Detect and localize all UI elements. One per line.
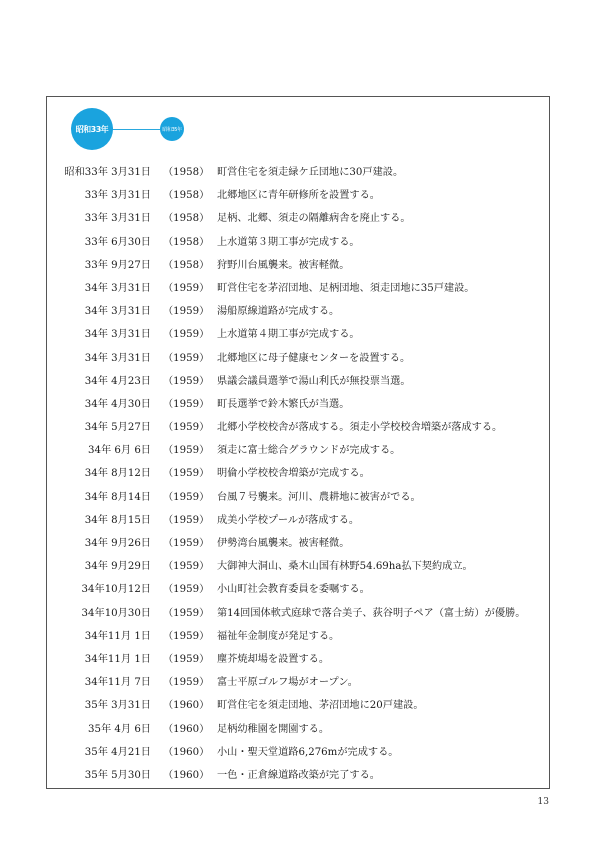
entry-year: （1959） bbox=[163, 329, 210, 341]
chronology-row bbox=[0, 766, 595, 789]
entry-date: 昭和33年 3月31日 bbox=[64, 167, 151, 178]
chronology-row bbox=[0, 557, 595, 580]
entry-date: 35年 4月21日 bbox=[84, 746, 151, 758]
chronology-row bbox=[0, 256, 595, 279]
entry-year: （1959） bbox=[163, 398, 210, 410]
entry-year: （1959） bbox=[163, 584, 210, 596]
chronology-row bbox=[0, 534, 595, 557]
entry-year: （1958） bbox=[163, 259, 210, 271]
entry-year: （1959） bbox=[163, 630, 210, 642]
entry-year: （1959） bbox=[163, 491, 210, 503]
chronology-row bbox=[0, 302, 595, 325]
entry-date: 34年 8月12日 bbox=[84, 468, 151, 480]
entry-date: 34年 6月 6日 bbox=[88, 445, 151, 457]
chronology-row bbox=[0, 464, 595, 487]
era-badge-next-label: 昭和35年 bbox=[162, 126, 182, 133]
entry-event: 湯船原線道路が完成する。 bbox=[217, 306, 340, 318]
entry-event: 北郷小学校校舎が落成する。須走小学校校舎増築が落成する。 bbox=[217, 422, 503, 434]
entry-event: 北郷地区に青年研修所を設置する。 bbox=[217, 190, 380, 202]
entry-year: （1958） bbox=[163, 190, 210, 202]
entry-date: 34年 9月29日 bbox=[84, 561, 151, 573]
entry-event: 県議会議員選挙で湯山利氏が無投票当選。 bbox=[217, 375, 411, 387]
entry-event: 須走に富士総合グラウンドが完成する。 bbox=[217, 445, 401, 457]
page-number: 13 bbox=[537, 797, 549, 807]
entry-year: （1959） bbox=[163, 282, 210, 294]
entry-year: （1958） bbox=[163, 167, 210, 178]
entry-date: 33年 3月31日 bbox=[84, 213, 151, 225]
entry-event: 町営住宅を須走緑ケ丘団地に30戸建設。 bbox=[217, 167, 404, 178]
chronology-row bbox=[0, 650, 595, 673]
chronology-row bbox=[0, 696, 595, 719]
entry-date: 33年 9月27日 bbox=[84, 259, 151, 271]
entry-year: （1958） bbox=[163, 236, 210, 248]
chronology-row bbox=[0, 233, 595, 256]
entry-event: 足柄、北郷、須走の隔離病舎を廃止する。 bbox=[217, 213, 411, 225]
entry-event: 小山・聖天堂道路6,276mが完成する。 bbox=[217, 746, 399, 758]
entry-date: 34年 3月31日 bbox=[84, 352, 151, 364]
entry-year: （1959） bbox=[163, 306, 210, 318]
entry-event: 上水道第４期工事が完成する。 bbox=[217, 329, 360, 341]
entry-year: （1960） bbox=[163, 700, 210, 712]
chronology-row bbox=[0, 209, 595, 232]
entry-date: 35年 3月31日 bbox=[84, 700, 151, 712]
entry-event: 足柄幼稚園を開園する。 bbox=[217, 723, 330, 735]
entry-year: （1960） bbox=[163, 723, 210, 735]
chronology-row bbox=[0, 673, 595, 696]
entry-event: 町営住宅を茅沼団地、足柄団地、須走団地に35戸建設。 bbox=[217, 282, 475, 294]
entry-date: 33年 6月30日 bbox=[84, 236, 151, 248]
entry-event: 塵芥焼却場を設置する。 bbox=[217, 653, 330, 665]
chronology-row bbox=[0, 604, 595, 627]
chronology-row bbox=[0, 441, 595, 464]
entry-year: （1959） bbox=[163, 352, 210, 364]
entry-event: 伊勢湾台風襲来。被害軽微。 bbox=[217, 538, 350, 549]
entry-year: （1959） bbox=[163, 677, 210, 689]
chronology-row bbox=[0, 580, 595, 603]
entry-event: 明倫小学校校舎増築が完成する。 bbox=[217, 468, 370, 480]
chronology-row bbox=[0, 488, 595, 511]
entry-year: （1959） bbox=[163, 514, 210, 526]
entry-event: 富士平原ゴルフ場がオープン。 bbox=[217, 677, 358, 689]
entry-event: 北郷地区に母子健康センターを設置する。 bbox=[217, 352, 411, 364]
entry-year: （1959） bbox=[163, 445, 210, 457]
entry-year: （1959） bbox=[163, 538, 210, 549]
chronology-row bbox=[0, 743, 595, 766]
chronology-row bbox=[0, 395, 595, 418]
era-badge-current-label: 昭和33年 bbox=[75, 124, 109, 134]
chronology-row bbox=[0, 627, 595, 650]
entry-date: 34年 8月15日 bbox=[84, 514, 151, 526]
entry-date: 34年11月 1日 bbox=[84, 653, 151, 665]
entry-year: （1958） bbox=[163, 213, 210, 225]
entry-year: （1959） bbox=[163, 561, 210, 573]
entry-event: 上水道第３期工事が完成する。 bbox=[217, 236, 360, 248]
chronology-row bbox=[0, 325, 595, 348]
chronology-row bbox=[0, 279, 595, 302]
entry-date: 34年11月 7日 bbox=[84, 677, 151, 689]
entry-event: 第14回国体軟式庭球で落合美子、荻谷明子ペア（富士紡）が優勝。 bbox=[217, 607, 526, 619]
entry-date: 34年 3月31日 bbox=[84, 282, 151, 294]
chronology-row bbox=[0, 163, 595, 186]
entry-event: 成美小学校プールが落成する。 bbox=[217, 514, 360, 526]
chronology-list bbox=[0, 163, 595, 789]
entry-event: 大御神大洞山、桑木山国有林野54.69ha払下契約成立。 bbox=[217, 561, 473, 573]
entry-event: 狩野川台風襲来。被害軽微。 bbox=[217, 259, 350, 271]
era-badge-next bbox=[160, 117, 184, 141]
era-badge-current bbox=[71, 108, 113, 150]
entry-event: 台風７号襲来。河川、農耕地に被害がでる。 bbox=[217, 491, 421, 503]
entry-year: （1959） bbox=[163, 422, 210, 434]
entry-year: （1959） bbox=[163, 468, 210, 480]
entry-date: 34年11月 1日 bbox=[84, 630, 151, 642]
entry-date: 34年 9月26日 bbox=[84, 538, 151, 549]
entry-event: 福祉年金制度が発足する。 bbox=[217, 630, 340, 642]
entry-event: 小山町社会教育委員を委嘱する。 bbox=[217, 584, 370, 596]
chronology-row bbox=[0, 511, 595, 534]
chronology-row bbox=[0, 720, 595, 743]
entry-date: 35年 4月 6日 bbox=[88, 723, 151, 735]
entry-date: 34年 3月31日 bbox=[84, 329, 151, 341]
entry-event: 町営住宅を須走団地、茅沼団地に20戸建設。 bbox=[217, 700, 424, 712]
entry-date: 34年 3月31日 bbox=[84, 306, 151, 318]
entry-year: （1959） bbox=[163, 375, 210, 387]
entry-date: 34年10月12日 bbox=[81, 584, 151, 596]
entry-date: 34年 4月23日 bbox=[84, 375, 151, 387]
chronology-row bbox=[0, 349, 595, 372]
chronology-row bbox=[0, 418, 595, 441]
entry-year: （1960） bbox=[163, 769, 210, 781]
entry-date: 34年10月30日 bbox=[81, 607, 151, 619]
entry-date: 34年 5月27日 bbox=[84, 422, 151, 434]
entry-year: （1959） bbox=[163, 607, 210, 619]
entry-year: （1960） bbox=[163, 746, 210, 758]
entry-event: 町長選挙で鈴木繁氏が当選。 bbox=[217, 398, 350, 410]
entry-year: （1959） bbox=[163, 653, 210, 665]
chronology-row bbox=[0, 186, 595, 209]
entry-date: 34年 8月14日 bbox=[84, 491, 151, 503]
chronology-row bbox=[0, 372, 595, 395]
entry-event: 一色・正倉線道路改築が完了する。 bbox=[217, 769, 380, 781]
entry-date: 35年 5月30日 bbox=[84, 769, 151, 781]
entry-date: 34年 4月30日 bbox=[84, 398, 151, 410]
entry-date: 33年 3月31日 bbox=[84, 190, 151, 202]
